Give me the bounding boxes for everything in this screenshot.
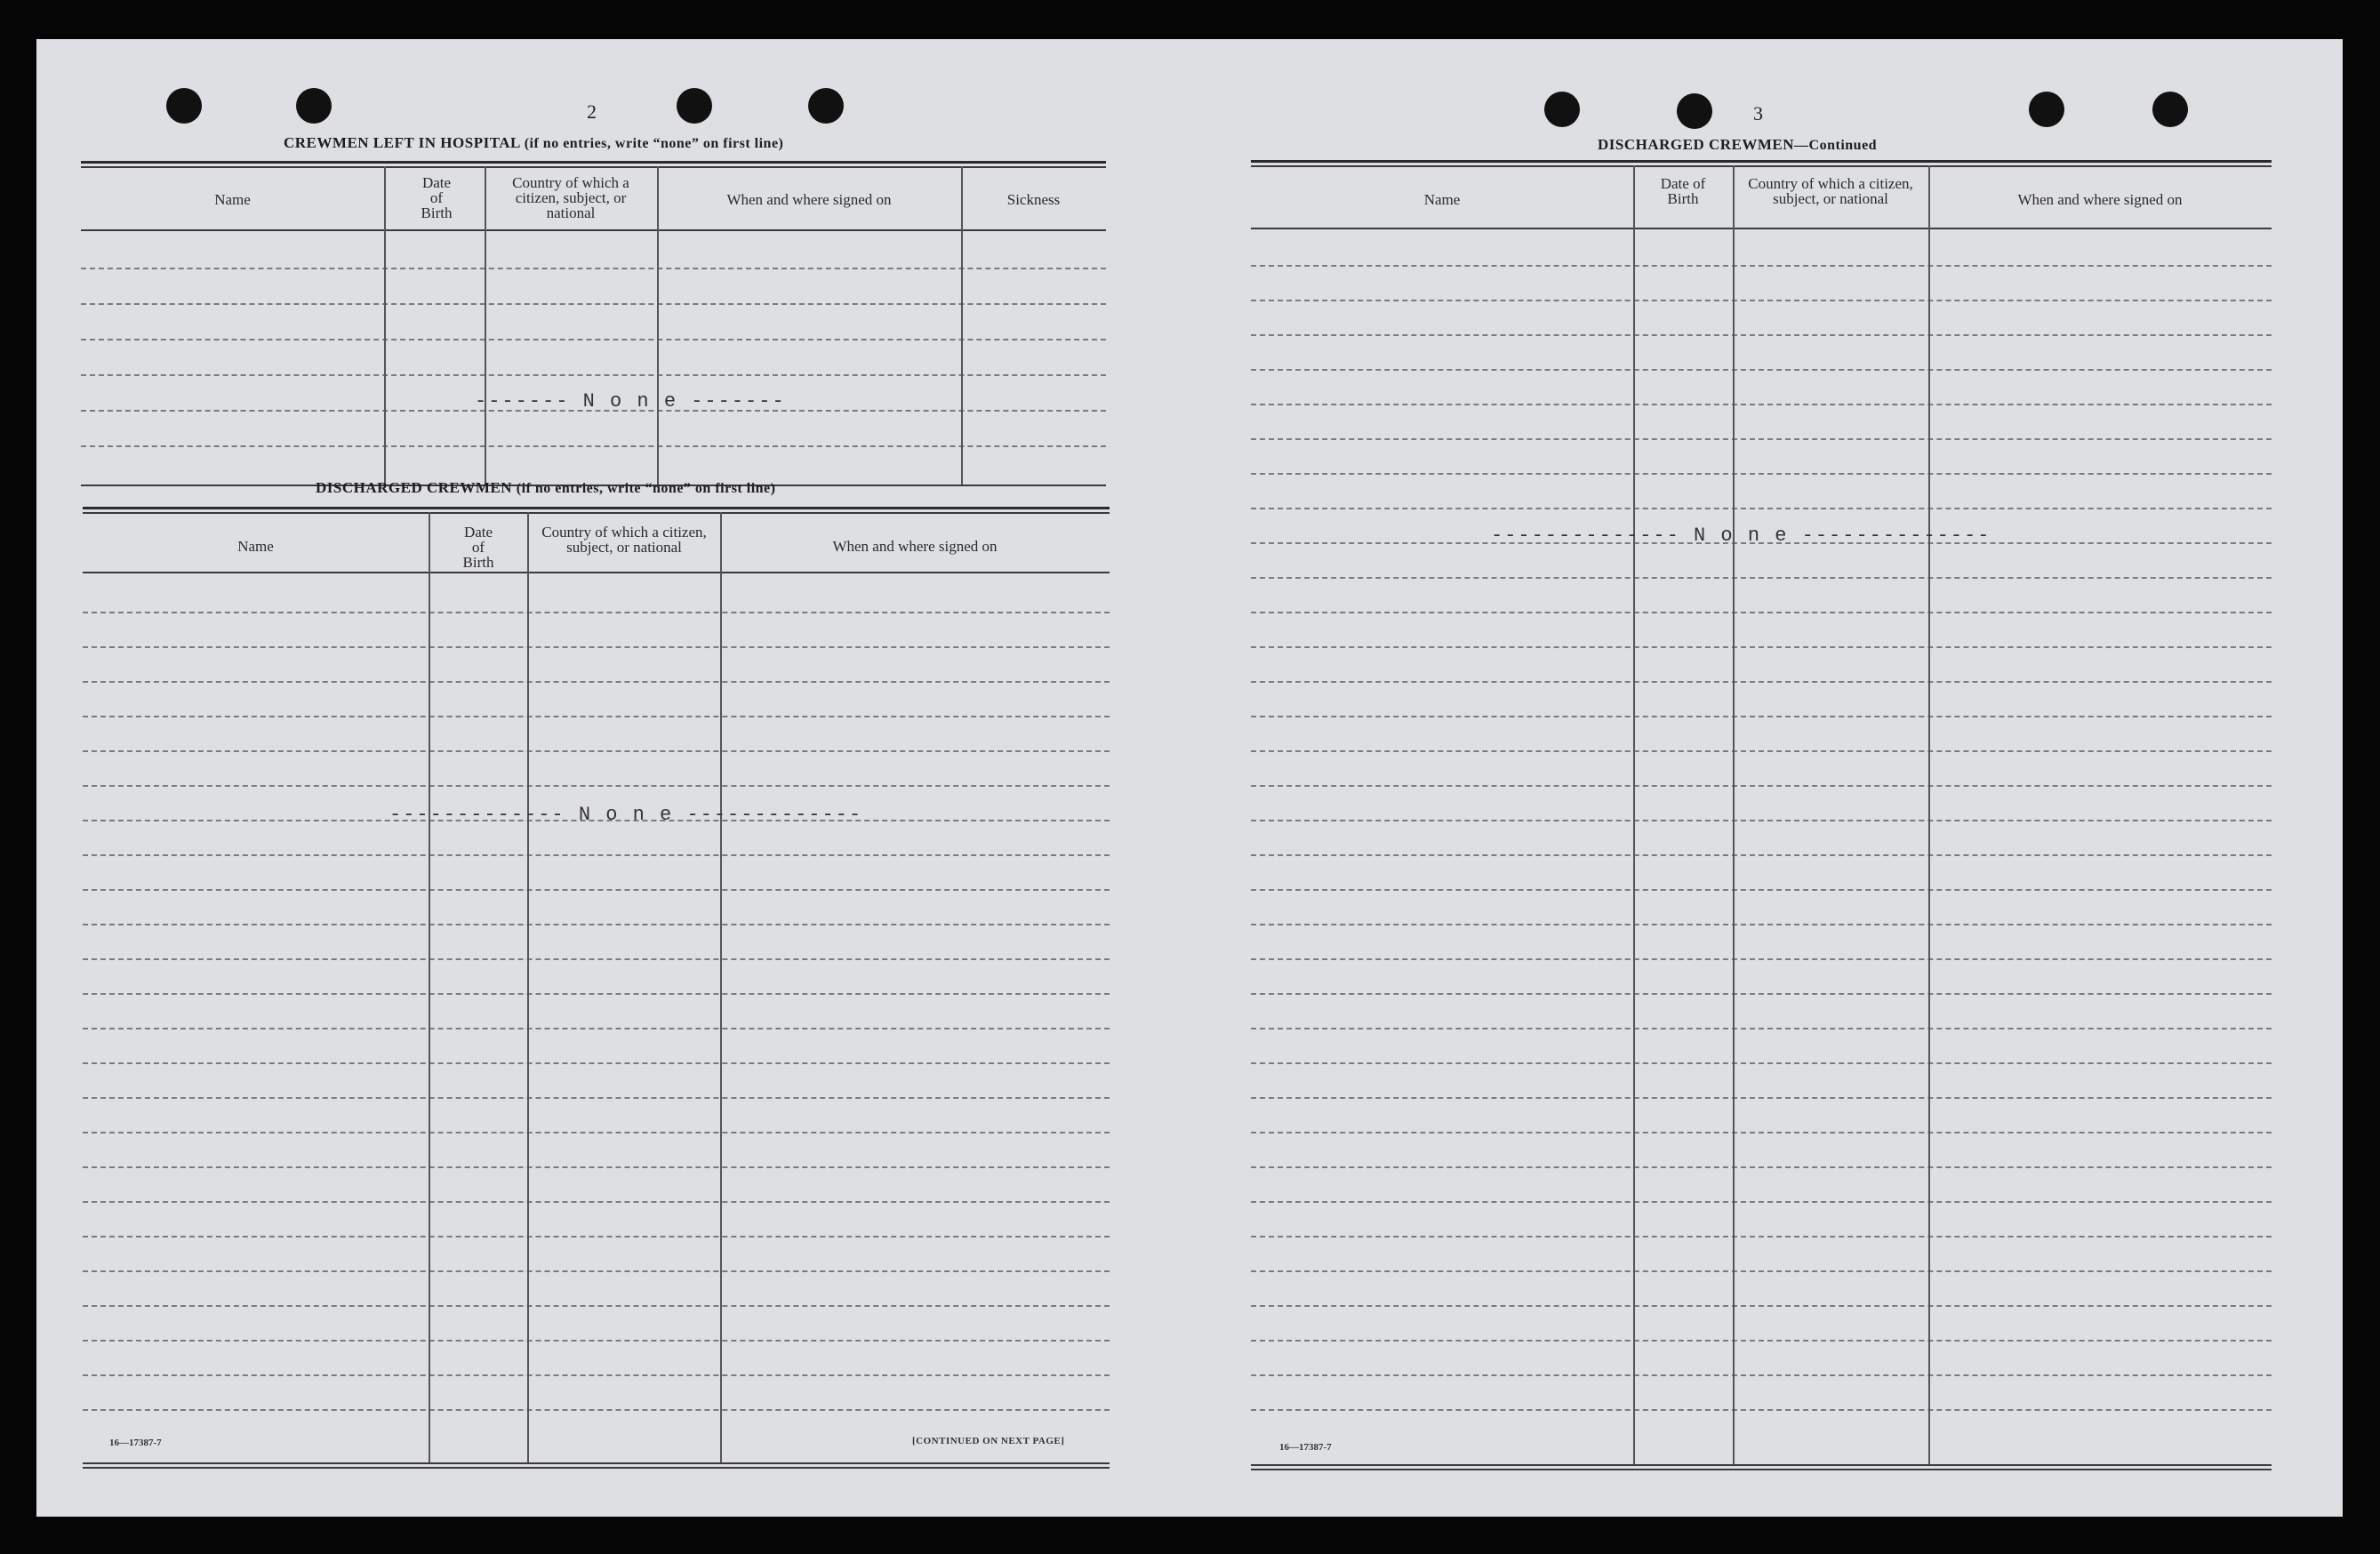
column-header-date-of-birth: Date of Birth [462, 524, 494, 571]
column-header-country: Country of which a citizen, subject, or national [1748, 175, 1913, 207]
punch-hole [2152, 92, 2188, 127]
punch-hole [166, 88, 202, 124]
continued-note: [CONTINUED ON NEXT PAGE] [912, 1436, 1065, 1446]
punch-hole [1544, 92, 1580, 127]
column-header-country: Country of which a citizen, subject, or national [541, 524, 707, 556]
column-header-name: Name [214, 191, 251, 208]
punch-hole [2029, 92, 2064, 127]
discharged-continued-table [1251, 160, 2272, 1471]
hospital-section-title: CREWMEN LEFT IN HOSPITAL (if no entries, write “none” on first line) [284, 134, 784, 151]
discharged-table [83, 507, 1110, 1471]
page-number-right: 3 [1753, 102, 1763, 124]
none-entry: ------------- N o n e ------------- [389, 804, 863, 826]
discharged-section-title: DISCHARGED CREWMEN (if no entries, write “none” on first line) [316, 479, 776, 496]
punch-hole [808, 88, 844, 124]
none-entry: -------------- N o n e -------------- [1491, 525, 1991, 547]
page-number-left: 2 [587, 100, 597, 123]
none-entry: ------- N o n e ------- [475, 390, 786, 413]
column-header-date-of-birth: Date of Birth [1660, 175, 1706, 207]
punch-hole [1677, 93, 1712, 129]
column-header-signed-on: When and where signed on [726, 191, 892, 208]
column-header-date-of-birth: Date of Birth [421, 174, 453, 221]
form-number-right: 16—17387-7 [1279, 1442, 1332, 1453]
column-header-country: Country of which a citizen, subject, or national [512, 174, 629, 221]
hospital-table [81, 161, 1106, 490]
punch-hole [296, 88, 332, 124]
document-sheet [36, 39, 2343, 1517]
column-header-name: Name [237, 538, 274, 555]
discharged-continued-title: DISCHARGED CREWMEN—Continued [1598, 136, 1878, 153]
column-header-signed-on: When and where signed on [2017, 191, 2183, 208]
form-number-left: 16—17387-7 [109, 1438, 162, 1448]
column-header-sickness: Sickness [1006, 191, 1061, 208]
punch-hole [677, 88, 712, 124]
column-header-name: Name [1423, 191, 1461, 208]
column-header-signed-on: When and where signed on [832, 538, 998, 555]
